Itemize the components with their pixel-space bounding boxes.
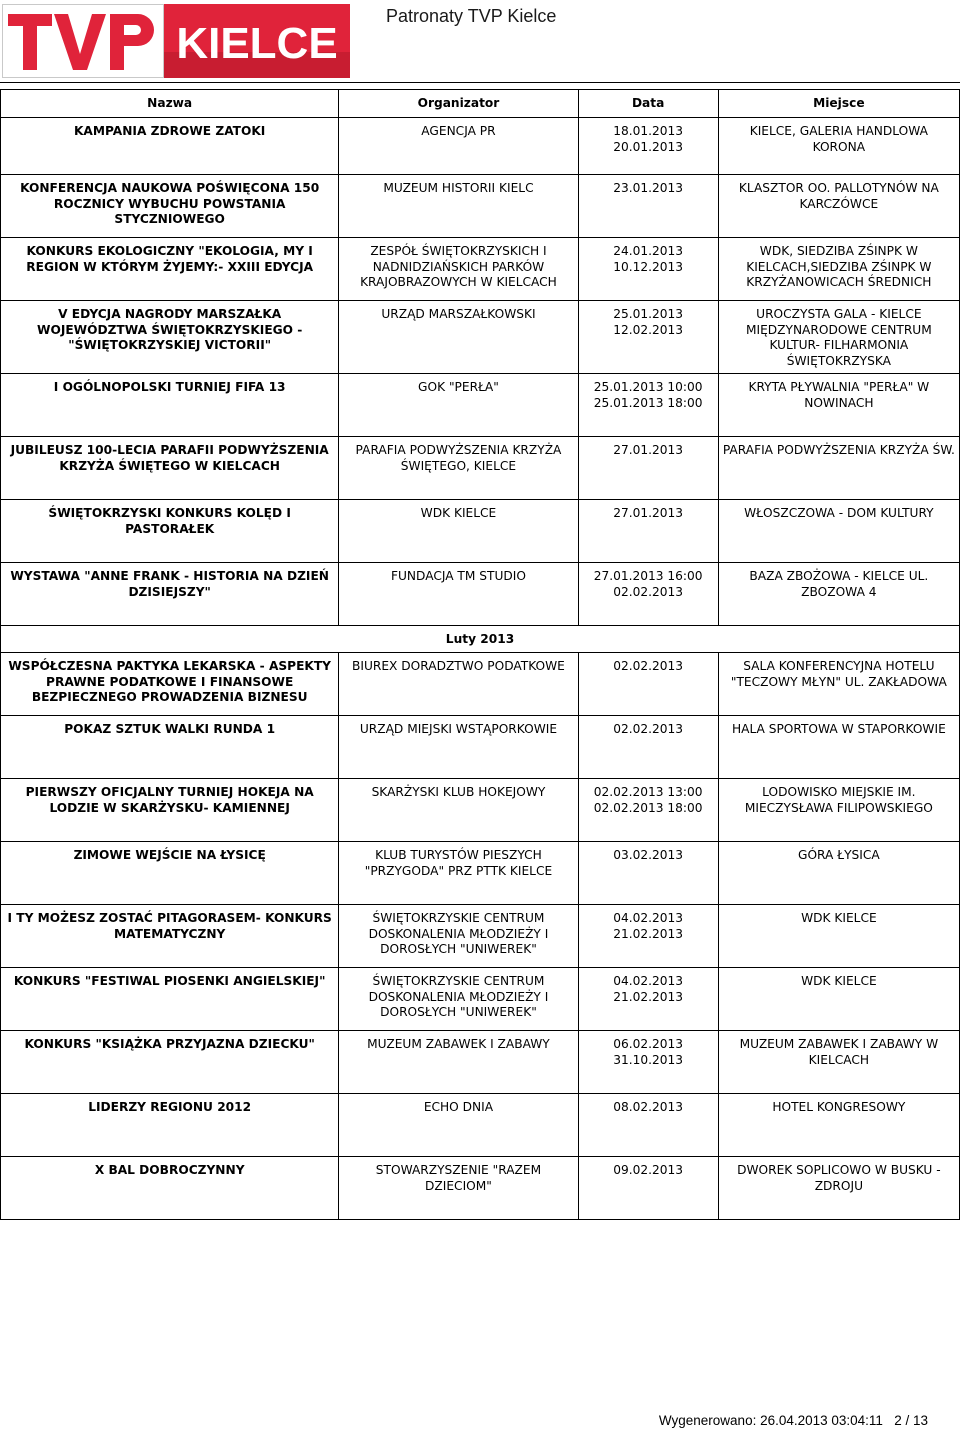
cell-organizer: AGENCJA PR <box>339 118 578 175</box>
table-row <box>1 905 960 968</box>
month-separator-row <box>1 626 960 653</box>
cell-date: 04.02.2013 21.02.2013 <box>578 968 718 1031</box>
cell-name: KONKURS "KSIĄŻKA PRZYJAZNA DZIECKU" <box>1 1031 339 1094</box>
cell-place: KIELCE, GALERIA HANDLOWA KORONA <box>718 118 959 175</box>
cell-name: I OGÓLNOPOLSKI TURNIEJ FIFA 13 <box>1 374 339 437</box>
cell-date: 03.02.2013 <box>578 842 718 905</box>
column-header-place: Miejsce <box>718 90 959 118</box>
cell-organizer: MUZEUM HISTORII KIELC <box>339 175 578 238</box>
cell-date: 02.02.2013 <box>578 716 718 779</box>
cell-name: KONFERENCJA NAUKOWA POŚWIĘCONA 150 ROCZNICY WYBUCHU POWSTANIA STYCZNIOWEGO <box>1 175 339 238</box>
cell-place: LODOWISKO MIEJSKIE IM. MIECZYSŁAWA FILIPOWSKIEGO <box>718 779 959 842</box>
column-header-organizer: Organizator <box>339 90 578 118</box>
cell-place: GÓRA ŁYSICA <box>718 842 959 905</box>
cell-organizer: ŚWIĘTOKRZYSKIE CENTRUM DOSKONALENIA MŁODZIEŻY I DOROSŁYCH "UNIWEREK" <box>339 968 578 1031</box>
table-row <box>1 238 960 301</box>
cell-organizer: FUNDACJA TM STUDIO <box>339 563 578 626</box>
cell-place: MUZEUM ZABAWEK I ZABAWY W KIELCACH <box>718 1031 959 1094</box>
table-row <box>1 779 960 842</box>
generated-timestamp: Wygenerowano: 26.04.2013 03:04:11 <box>658 1413 883 1428</box>
cell-name: PIERWSZY OFICJALNY TURNIEJ HOKEJA NA LODZIE W SKARŻYSKU- KAMIENNEJ <box>1 779 339 842</box>
cell-date: 25.01.2013 10:00 25.01.2013 18:00 <box>578 374 718 437</box>
cell-organizer: WDK KIELCE <box>339 500 578 563</box>
cell-name: X BAL DOBROCZYNNY <box>1 1157 339 1220</box>
cell-name: POKAZ SZTUK WALKI RUNDA 1 <box>1 716 339 779</box>
column-header-date: Data <box>578 90 718 118</box>
column-header-name: Nazwa <box>1 90 339 118</box>
cell-date: 27.01.2013 16:00 02.02.2013 <box>578 563 718 626</box>
table-row <box>1 1094 960 1157</box>
cell-date: 23.01.2013 <box>578 175 718 238</box>
table-row <box>1 301 960 374</box>
table-row <box>1 1157 960 1220</box>
table-row <box>1 175 960 238</box>
cell-organizer: MUZEUM ZABAWEK I ZABAWY <box>339 1031 578 1094</box>
cell-organizer: PARAFIA PODWYŻSZENIA KRZYŻA ŚWIĘTEGO, KIELCE <box>339 437 578 500</box>
cell-name: ZIMOWE WEJŚCIE NA ŁYSICĘ <box>1 842 339 905</box>
page-title: Patronaty TVP Kielce <box>386 6 557 26</box>
cell-organizer: ECHO DNIA <box>339 1094 578 1157</box>
month-label: Luty 2013 <box>1 626 960 653</box>
cell-organizer: ZESPÓŁ ŚWIĘTOKRZYSKICH I NADNIDZIAŃSKICH PARKÓW KRAJOBRAZOWYCH W KIELCACH <box>339 238 578 301</box>
cell-place: SALA KONFERENCYJNA HOTELU "TECZOWY MŁYN" UL. ZAKŁADOWA <box>718 653 959 716</box>
table-row <box>1 716 960 779</box>
cell-date: 06.02.2013 31.10.2013 <box>578 1031 718 1094</box>
cell-place: KLASZTOR OO. PALLOTYNÓW NA KARCZÓWCE <box>718 175 959 238</box>
logo-kielce-text: KIELCE <box>176 19 338 68</box>
cell-place: WŁOSZCZOWA - DOM KULTURY <box>718 500 959 563</box>
cell-place: WDK KIELCE <box>718 905 959 968</box>
cell-name: JUBILEUSZ 100-LECIA PARAFII PODWYŻSZENIA KRZYŻA ŚWIĘTEGO W KIELCACH <box>1 437 339 500</box>
cell-organizer: URZĄD MIEJSKI WSTĄPORKOWIE <box>339 716 578 779</box>
footer <box>659 1413 928 1428</box>
cell-name: KONKURS EKOLOGICZNY "EKOLOGIA, MY I REGION W KTÓRYM ŻYJEMY:- XXIII EDYCJA <box>1 238 339 301</box>
cell-date: 02.02.2013 <box>578 653 718 716</box>
cell-place: PARAFIA PODWYŻSZENIA KRZYŻA ŚW. <box>718 437 959 500</box>
cell-name: KONKURS "FESTIWAL PIOSENKI ANGIELSKIEJ" <box>1 968 339 1031</box>
cell-date: 25.01.2013 12.02.2013 <box>578 301 718 374</box>
table-row <box>1 1031 960 1094</box>
cell-date: 24.01.2013 10.12.2013 <box>578 238 718 301</box>
cell-date: 27.01.2013 <box>578 437 718 500</box>
cell-place: WDK KIELCE <box>718 968 959 1031</box>
cell-place: UROCZYSTA GALA - KIELCE MIĘDZYNARODOWE CENTRUM KULTUR- FILHARMONIA ŚWIĘTOKRZYSKA <box>718 301 959 374</box>
table-row <box>1 374 960 437</box>
table-row <box>1 968 960 1031</box>
cell-date: 18.01.2013 20.01.2013 <box>578 118 718 175</box>
cell-date: 04.02.2013 21.02.2013 <box>578 905 718 968</box>
page-number: 2 / 13 <box>894 1413 928 1428</box>
cell-place: HALA SPORTOWA W STAPORKOWIE <box>718 716 959 779</box>
cell-name: KAMPANIA ZDROWE ZATOKI <box>1 118 339 175</box>
cell-place: BAZA ZBOŻOWA - KIELCE UL. ZBOZOWA 4 <box>718 563 959 626</box>
cell-place: HOTEL KONGRESOWY <box>718 1094 959 1157</box>
table-row <box>1 118 960 175</box>
cell-date: 27.01.2013 <box>578 500 718 563</box>
cell-name: LIDERZY REGIONU 2012 <box>1 1094 339 1157</box>
cell-name: WSPÓŁCZESNA PAKTYKA LEKARSKA - ASPEKTY PRAWNE PODATKOWE I FINANSOWE BEZPIECZNEGO PROWADZENIA BIZNESU <box>1 653 339 716</box>
cell-place: KRYTA PŁYWALNIA "PERŁA" W NOWINACH <box>718 374 959 437</box>
cell-place: DWOREK SOPLICOWO W BUSKU - ZDROJU <box>718 1157 959 1220</box>
table-header-row <box>1 90 960 118</box>
header-divider <box>0 82 960 83</box>
cell-organizer: URZĄD MARSZAŁKOWSKI <box>339 301 578 374</box>
cell-date: 08.02.2013 <box>578 1094 718 1157</box>
tvp-kielce-logo <box>2 4 350 78</box>
cell-name: V EDYCJA NAGRODY MARSZAŁKA WOJEWÓDZTWA ŚWIĘTOKRZYSKIEGO - "ŚWIĘTOKRZYSKIEJ VICTORII" <box>1 301 339 374</box>
table-row <box>1 842 960 905</box>
events-table <box>0 89 960 1220</box>
table-row <box>1 437 960 500</box>
table-row <box>1 563 960 626</box>
cell-place: WDK, SIEDZIBA ZŚINPK W KIELCACH,SIEDZIBA ZŚINPK W KRZYŻANOWICACH ŚREDNICH <box>718 238 959 301</box>
cell-name: ŚWIĘTOKRZYSKI KONKURS KOLĘD I PASTORAŁEK <box>1 500 339 563</box>
cell-organizer: GOK "PERŁA" <box>339 374 578 437</box>
cell-name: WYSTAWA "ANNE FRANK - HISTORIA NA DZIEŃ DZISIEJSZY" <box>1 563 339 626</box>
cell-organizer: SKARŻYSKI KLUB HOKEJOWY <box>339 779 578 842</box>
table-row <box>1 500 960 563</box>
cell-organizer: BIUREX DORADZTWO PODATKOWE <box>339 653 578 716</box>
cell-date: 02.02.2013 13:00 02.02.2013 18:00 <box>578 779 718 842</box>
table-row <box>1 653 960 716</box>
cell-date: 09.02.2013 <box>578 1157 718 1220</box>
cell-name: I TY MOŻESZ ZOSTAĆ PITAGORASEM- KONKURS MATEMATYCZNY <box>1 905 339 968</box>
cell-organizer: KLUB TURYSTÓW PIESZYCH "PRZYGODA" PRZ PTTK KIELCE <box>339 842 578 905</box>
cell-organizer: STOWARZYSZENIE "RAZEM DZIECIOM" <box>339 1157 578 1220</box>
cell-organizer: ŚWIĘTOKRZYSKIE CENTRUM DOSKONALENIA MŁODZIEŻY I DOROSŁYCH "UNIWEREK" <box>339 905 578 968</box>
